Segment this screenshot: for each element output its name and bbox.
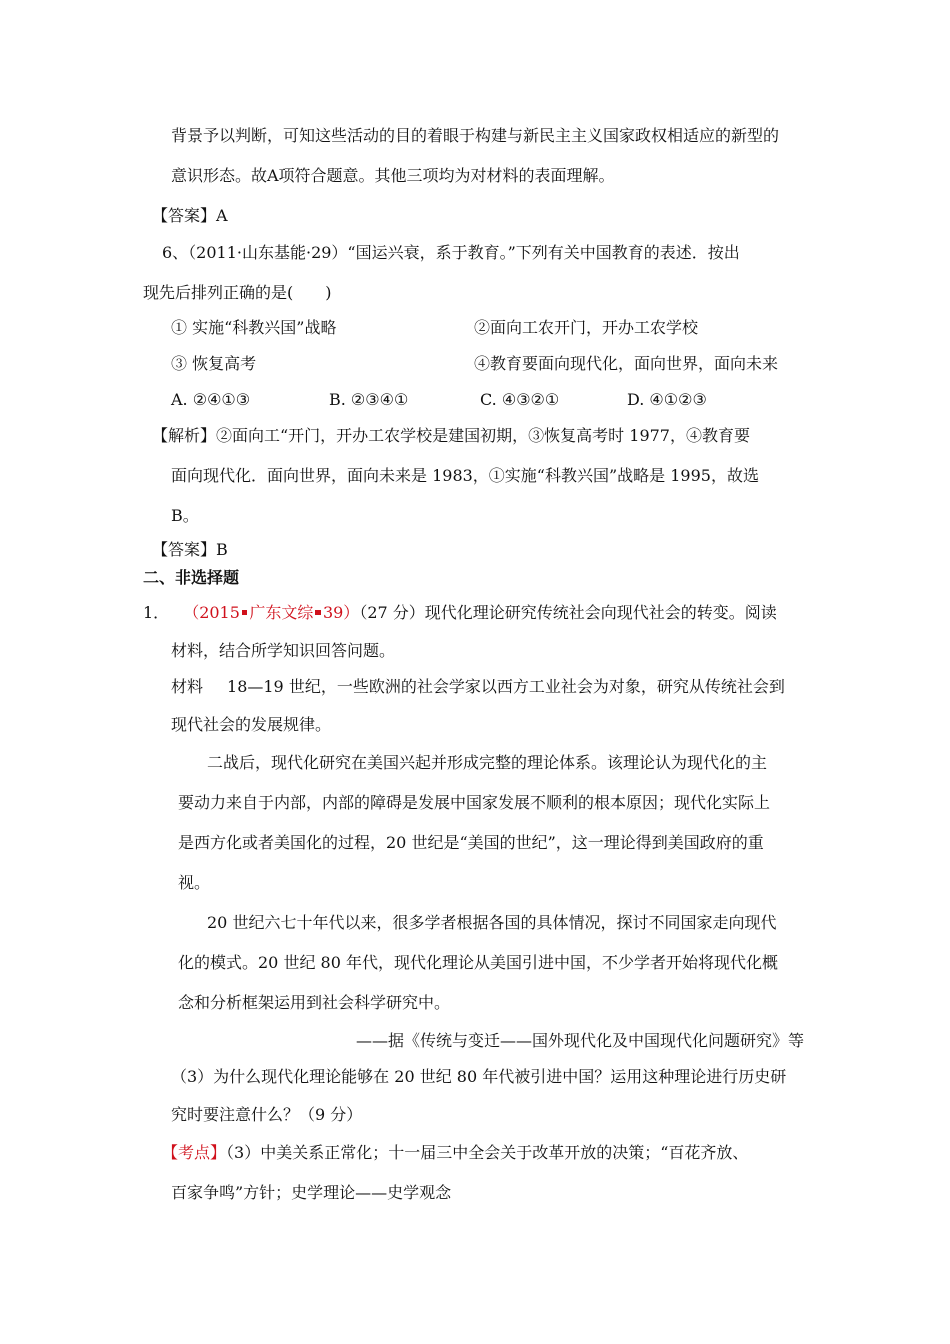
material-source: ——据《传统与变迁——国外现代化及中国现代化问题研究》等 [355,1031,804,1050]
q6-stem-line: 6、（2011·山东基能·29）“国运兴衰，系于教育。”下列有关中国教育的表述．按出 [162,243,740,262]
dot-separator-icon [242,610,248,616]
material-para2-line: 视。 [178,873,211,892]
q6-analysis-line: B。 [171,506,199,525]
q6-option-c: C. ④③②① [480,390,560,409]
q6-option-b: B. ②③④① [329,390,409,409]
dot-separator-icon [315,610,321,616]
q1-source-number: 39） [322,603,360,622]
material-first-line [171,677,785,697]
sub-question-line: （3）为什么现代化理论能够在 20 世纪 80 年代被引进中国？运用这种理论进行历史研 [171,1067,787,1086]
q6-item-3: ③ 恢复高考 [171,354,257,373]
q6-analysis-line: 面向现代化．面向世界，面向未来是 1983，①实施“科教兴国”战略是 1995，故选 [171,466,759,485]
material-line: 现代社会的发展规律。 [171,715,332,734]
q6-analysis-line: 【解析】②面向工“开门，开办工农学校是建国初期，③恢复高考时 1977，④教育要 [152,426,750,445]
q6-stem-line: 现先后排列正确的是( ) [143,283,332,302]
q1-first-line [143,603,777,623]
kaodian-first-line [162,1143,748,1163]
kaodian-text: （3）中美关系正常化；十一届三中全会关于改革开放的决策；“百花齐放、 [226,1143,749,1162]
kaodian-line: 百家争鸣”方针；史学理论——史学观念 [171,1183,452,1202]
q6-item-1: ① 实施“科教兴国”战略 [171,318,337,337]
material-para3-line: 念和分析框架运用到社会科学研究中。 [178,993,451,1012]
q5-answer: 【答案】A [152,206,228,225]
q1-number: 1． [143,603,170,622]
material-label: 材料 [171,677,204,696]
kaodian-label: 【考点】 [162,1143,227,1162]
section-heading: 二、非选择题 [143,568,240,587]
q6-answer: 【答案】B [152,540,228,559]
material-para3-line: 化的模式。20 世纪 80 年代，现代化理论从美国引进中国，不少学者开始将现代化概 [178,953,778,972]
sub-question-line: 究时要注意什么？（9 分） [171,1105,363,1124]
material-para2-line: 要动力来自于内部，内部的障碍是发展中国家发展不顺利的根本原因；现代化实际上 [178,793,771,812]
q1-stem-line: 材料，结合所学知识回答问题。 [171,641,396,660]
q5-analysis-line: 背景予以判断，可知这些活动的目的着眼于构建与新民主主义国家政权相适应的新型的 [171,126,780,145]
q1-source-exam: 广东文综 [249,603,314,622]
q6-item-4: ④教育要面向现代化，面向世界，面向未来 [474,354,779,373]
q6-option-a: A. ②④①③ [171,390,251,409]
q1-source-year: （2015 [191,603,240,622]
material-para2-line: 是西方化或者美国化的过程，20 世纪是“美国的世纪”，这一理论得到美国政府的重 [178,833,764,852]
q5-analysis-line: 意识形态。故A项符合题意。其他三项均为对材料的表面理解。 [171,166,615,185]
q6-option-d: D. ④①②③ [627,390,707,409]
material-para2-line: 二战后，现代化研究在美国兴起并形成完整的理论体系。该理论认为现代化的主 [207,753,768,772]
material-text: 18—19 世纪，一些欧洲的社会学家以西方工业社会为对象，研究从传统社会到 [227,677,785,696]
q6-item-2: ②面向工农开门，开办工农学校 [474,318,699,337]
q1-stem: （27 分）现代化理论研究传统社会向现代社会的转变。阅读 [359,603,777,622]
material-para3-line: 20 世纪六七十年代以来，很多学者根据各国的具体情况，探讨不同国家走向现代 [207,913,777,932]
